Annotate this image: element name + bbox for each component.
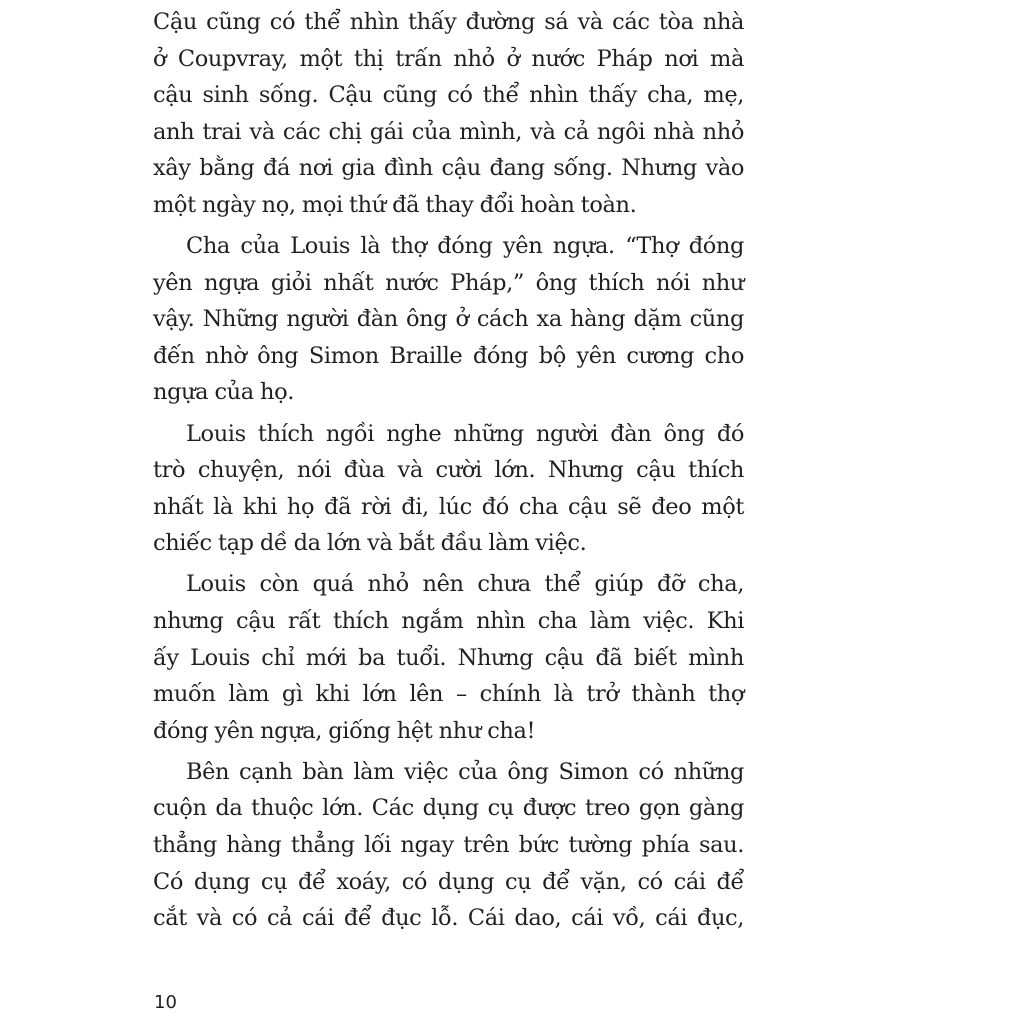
text-line: ở Coupvray, một thị trấn nhỏ ở nước Pháp nơi mà <box>153 45 744 72</box>
text-line: Louis còn quá nhỏ nên chưa thể giúp đỡ cha, <box>186 571 744 598</box>
paragraph <box>153 228 744 411</box>
text-line: xây bằng đá nơi gia đình cậu đang sống. Nhưng vào <box>153 155 744 182</box>
text-line: vậy. Những người đàn ông ở cách xa hàng dặm cũng <box>153 306 744 333</box>
text-line: muốn làm gì khi lớn lên – chính là trở thành thợ <box>153 681 744 708</box>
text-line: Cha của Louis là thợ đóng yên ngựa. “Thợ đóng <box>186 233 744 260</box>
text-line: chiếc tạp dề da lớn và bắt đầu làm việc. <box>153 530 587 557</box>
paragraph <box>153 754 744 937</box>
text-line: Louis thích ngồi nghe những người đàn ông đó <box>186 420 744 447</box>
text-line: ngựa của họ. <box>153 379 294 406</box>
page-number: 10 <box>154 992 177 1013</box>
text-line: cuộn da thuộc lớn. Các dụng cụ được treo gọn gàng <box>153 795 744 822</box>
text-line: nhất là khi họ đã rời đi, lúc đó cha cậu sẽ đeo một <box>153 493 744 520</box>
text-line: Bên cạnh bàn làm việc của ông Simon có những <box>186 758 744 785</box>
text-line: nhưng cậu rất thích ngắm nhìn cha làm việc. Khi <box>153 608 744 634</box>
paragraph <box>153 416 744 562</box>
text-line: Có dụng cụ để xoáy, có dụng cụ để vặn, có cái để <box>153 868 744 895</box>
text-line: anh trai và các chị gái của mình, và cả ngôi nhà nhỏ <box>153 118 744 145</box>
text-line: trò chuyện, nói đùa và cười lớn. Nhưng cậu thích <box>153 457 744 484</box>
text-line: đóng yên ngựa, giống hệt như cha! <box>153 717 536 744</box>
paragraph <box>153 4 744 224</box>
text-line: yên ngựa giỏi nhất nước Pháp,” ông thích nói như <box>153 269 744 296</box>
text-line: ấy Louis chỉ mới ba tuổi. Nhưng cậu đã biết mình <box>153 644 744 671</box>
paragraph <box>153 566 744 749</box>
page-body <box>153 4 744 941</box>
text-line: cắt và có cả cái để đục lỗ. Cái dao, cái vồ, cái đục, <box>153 905 744 932</box>
text-line: đến nhờ ông Simon Braille đóng bộ yên cương cho <box>153 342 744 369</box>
text-line: cậu sinh sống. Cậu cũng có thể nhìn thấy cha, mẹ, <box>153 82 744 109</box>
text-line: thẳng hàng thẳng lối ngay trên bức tường phía sau. <box>153 832 744 859</box>
text-line: một ngày nọ, mọi thứ đã thay đổi hoàn toàn. <box>153 191 637 218</box>
text-line: Cậu cũng có thể nhìn thấy đường sá và các tòa nhà <box>153 9 744 35</box>
